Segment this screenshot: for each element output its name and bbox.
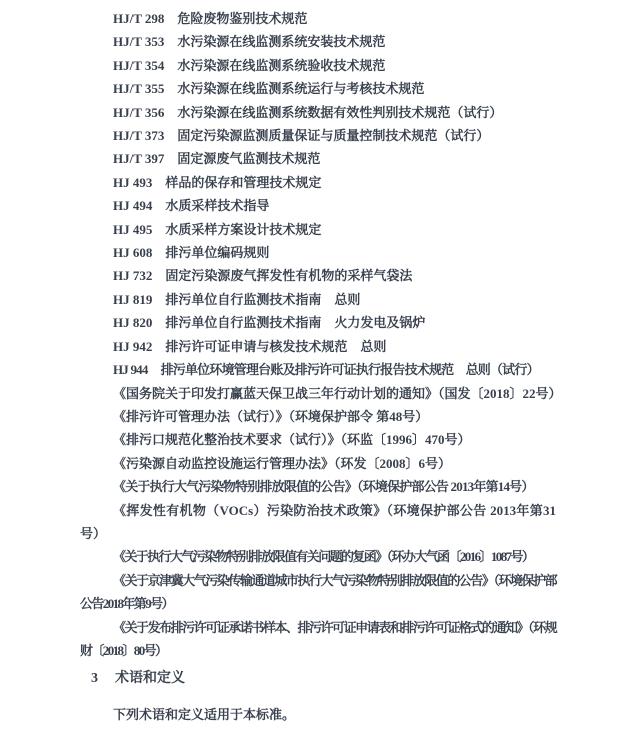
standard-title: 排污单位编码规则 [165,245,270,261]
section-number: 3 [91,671,98,687]
standard-title: 水污染源在线监测系统数据有效性判别技术规范（试行） [177,104,503,120]
standard-code: HJ/T 354 [113,57,165,73]
standard-title: 固定污染源废气挥发性有机物的采样气袋法 [165,268,413,284]
standard-item [80,311,556,334]
document-item: 《关于执行大气污染物特别排放限值有关问题的复函》（环办大气函〔2016〕1087号） [113,549,534,565]
section-body-text: 下列术语和定义适用于本标准。 [113,707,296,723]
standard-item [80,241,556,264]
standard-code: HJ 494 [113,198,153,214]
standard-code: HJ 944 [113,362,148,378]
standard-item [80,101,556,124]
standard-code: HJ/T 397 [113,151,165,167]
standard-item [80,358,556,381]
regulatory-documents-list [80,382,562,663]
standard-item [80,171,556,194]
standard-item [80,124,556,147]
standard-code: HJ 493 [113,174,153,190]
standard-item [80,288,556,311]
section-title: 术语和定义 [115,671,185,687]
standard-title: 水污染源在线监测系统运行与考核技术规范 [177,81,425,97]
document-item: 《关于发布排污许可证承诺书样本、排污许可证申请表和排污许可证格式的通知》（环规财〔2018〕80号） [80,619,556,658]
standard-code: HJ 942 [113,338,153,354]
standard-code: HJ/T 353 [113,34,165,50]
standard-title: 水污染源在线监测系统验收技术规范 [177,57,386,73]
standard-title: 固定污染源监测质量保证与质量控制技术规范（试行） [177,128,490,144]
standard-item [80,264,556,287]
standard-title: 排污许可证申请与核发技术规范 总则 [165,338,387,354]
document-item: 《排污许可管理办法（试行）》（环境保护部令 第48号） [113,408,429,424]
standard-code: HJ/T 373 [113,128,165,144]
document-item: 《关于执行大气污染物特别排放限值的公告》（环境保护部公告 2013年第14号） [113,479,534,495]
standard-item [80,147,556,170]
standard-title: 排污单位环境管理台账及排污许可证执行报告技术规范 总则（试行） [160,362,539,378]
standard-title: 排污单位自行监测技术指南 总则 [165,291,361,307]
standard-title: 固定源废气监测技术规范 [177,151,321,167]
standard-code: HJ/T 355 [113,81,165,97]
standard-item [80,194,556,217]
standard-item [80,7,556,30]
standard-code: HJ 608 [113,245,153,261]
section-heading [80,667,556,691]
standard-title: 排污单位自行监测技术指南 火力发电及锅炉 [165,315,426,331]
document-item: 《排污口规范化整治技术要求（试行）》（环监〔1996〕470号） [113,432,471,448]
standard-title: 水质采样方案设计技术规定 [165,221,322,237]
document-item: 《污染源自动监控设施运行管理办法》（环发〔2008〕6号） [113,455,452,471]
standard-item [80,30,556,53]
standard-item [80,54,556,77]
standard-code: HJ 820 [113,315,153,331]
standard-code: HJ 732 [113,268,153,284]
standard-title: 水质采样技术指导 [165,198,270,214]
standard-code: HJ 819 [113,291,153,307]
standard-title: 危险废物鉴别技术规范 [177,11,308,26]
standard-code: HJ/T 356 [113,104,165,120]
standard-item [80,77,556,100]
standard-code: HJ/T 298 [113,11,165,26]
standard-title: 样品的保存和管理技术规定 [165,174,322,190]
document-item: 《挥发性有机物（VOCs）污染防治技术政策》（环境保护部公告 2013年第31号） [80,502,556,541]
standards-list [80,7,556,382]
standard-item [80,335,556,358]
standard-code: HJ 495 [113,221,153,237]
document-item: 《国务院关于印发打赢蓝天保卫战三年行动计划的通知》（国发〔2018〕22号） [113,385,562,401]
standard-item [80,218,556,241]
standard-title: 水污染源在线监测系统安装技术规范 [177,34,386,50]
document-item: 《关于京津冀大气污染传输通道城市执行大气污染物特别排放限值的公告》（环境保护部公告2018年第9号） [80,572,556,612]
